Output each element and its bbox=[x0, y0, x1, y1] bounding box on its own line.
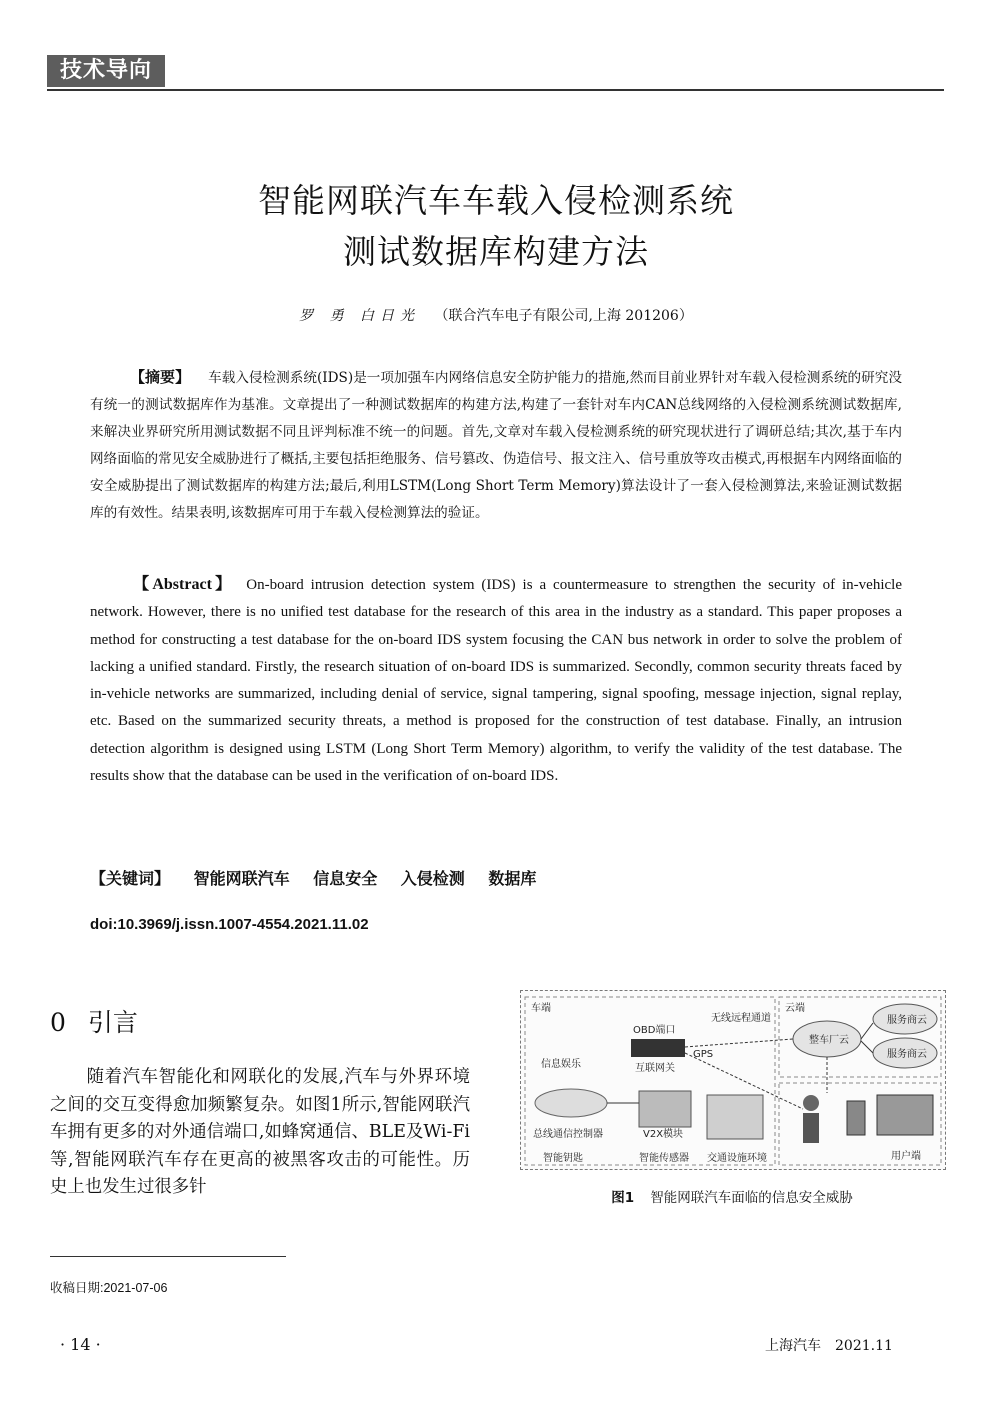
label-sensor: 智能传感器 bbox=[639, 1153, 689, 1164]
keyword-item: 数据库 bbox=[488, 869, 537, 888]
vehicle-icon bbox=[535, 1089, 607, 1117]
label-oem-cloud: 整车厂云 bbox=[809, 1035, 849, 1046]
abstract-english bbox=[90, 571, 902, 790]
traffic-icon bbox=[707, 1095, 763, 1139]
author-names: 罗 勇 白日光 bbox=[299, 308, 421, 324]
journal-info bbox=[765, 1335, 893, 1355]
keywords-label: 【关键词】 bbox=[90, 869, 171, 888]
abstract-en-label: 【Abstract】 bbox=[130, 576, 235, 593]
title-line-1: 智能网联汽车车载入侵检测系统 bbox=[258, 181, 734, 220]
affiliation: （联合汽车电子有限公司,上海 201206） bbox=[434, 308, 693, 324]
laptop-icon bbox=[877, 1095, 933, 1135]
label-v2x: V2X模块 bbox=[643, 1129, 684, 1140]
abstract-cn-text: 车载入侵检测系统(IDS)是一项加强车内网络信息安全防护能力的措施,然而目前业界针对车载入侵检测系统的研究没有统一的测试数据库作为基准。文章提出了一种测试数据库的构建方法,构建了一套针对车内CAN总线网络的入侵检测系统测试数据库,来解决业界研究所用测试数据不同且评判标准不统一的问题。首先,文章对车载入侵检测系统的研究现状进行了调研总结;其次,基于车内网络面临的常见安全威胁进行了概括,主要包括拒绝服务、信号篡改、伪造信号、报文注入、信号重放等攻击模式,再根据车内网络面临的安全威胁提出了测试数据库的构建方法;最后,利用LSTM(Long Short Term Memory)算法设计了一套入侵检测算法,来验证测试数据库的有效性。结果表明,该数据库可用于车载入侵检测算法的验证。 bbox=[90, 370, 902, 521]
label-obd: OBD端口 bbox=[633, 1025, 676, 1036]
page-number: · 14 · bbox=[60, 1335, 101, 1354]
label-gps: GPS bbox=[693, 1049, 714, 1060]
keywords bbox=[90, 866, 536, 889]
footnote-rule bbox=[50, 1256, 286, 1257]
title-line-2: 测试数据库构建方法 bbox=[343, 232, 649, 271]
figure-1-diagram bbox=[521, 991, 945, 1169]
abstract-en-text: On-board intrusion detection system (IDS) is a countermeasure to strengthen the security of in-vehicle network. However, there is no unified test database for the research of this area in the industry as a standard. This paper proposes a method for constructing a test database for the on-board IDS system focusing the CAN bus network in order to solve the problem of lacking a unified standard. Firstly, the research situation of on-board IDS is summarized. Secondly, common security threats faced by in-vehicle networks are summarized, including denial of service, signal tampering, signal spoofing, message injection, signal replay, etc. Based on the summarized security threats, a method is proposed for the construction of test database. Finally, an intrusion detection algorithm is designed using LSTM (Long Short Term Memory) algorithm, to verify the validity of the test database. The results show that the database can be used in the verification of on-board IDS. bbox=[90, 577, 902, 785]
section-number: 0 bbox=[50, 1008, 66, 1037]
keyword-item: 入侵检测 bbox=[400, 869, 465, 888]
section-title: 引言 bbox=[87, 1008, 138, 1037]
section-heading bbox=[50, 1003, 138, 1039]
label-service-cloud-1: 服务商云 bbox=[887, 1015, 927, 1026]
label-gateway: 互联网关 bbox=[635, 1063, 675, 1074]
header-rule bbox=[47, 89, 944, 91]
label-traffic: 交通设施环境 bbox=[707, 1153, 767, 1164]
phone-icon bbox=[847, 1101, 865, 1135]
label-infotainment: 信息娱乐 bbox=[541, 1059, 581, 1070]
footnote-received-date: 收稿日期:2021-07-06 bbox=[50, 1281, 168, 1295]
authors bbox=[0, 305, 992, 325]
body-paragraph bbox=[50, 1064, 470, 1202]
journal-name: 上海汽车 bbox=[765, 1338, 821, 1354]
figure-caption bbox=[520, 1186, 944, 1206]
keyword-item: 信息安全 bbox=[313, 869, 378, 888]
section-tag: 技术导向 bbox=[47, 55, 165, 87]
label-bus-ecu: 总线通信控制器 bbox=[533, 1129, 603, 1140]
body-paragraph-text: 随着汽车智能化和网联化的发展,汽车与外界环境之间的交互变得愈加频繁复杂。如图1所示,智能网联汽车拥有更多的对外通信端口,如蜂窝通信、BLE及Wi-Fi等,智能网联汽车存在更高的被黑客攻击的可能性。历史上也发生过很多针 bbox=[50, 1067, 470, 1197]
user-body-icon bbox=[803, 1113, 819, 1143]
label-vehicle: 车端 bbox=[531, 1003, 551, 1014]
figure-caption-text: 智能网联汽车面临的信息安全威胁 bbox=[650, 1190, 853, 1206]
abstract-chinese bbox=[90, 364, 902, 527]
figure-number: 图1 bbox=[611, 1190, 635, 1206]
gateway-icon bbox=[631, 1039, 685, 1057]
v2x-icon bbox=[639, 1091, 691, 1127]
figure-1 bbox=[520, 990, 946, 1170]
abstract-cn-label: 【摘要】 bbox=[130, 368, 191, 386]
label-smart-key: 智能钥匙 bbox=[543, 1153, 583, 1164]
user-icon bbox=[803, 1095, 819, 1111]
label-service-cloud-2: 服务商云 bbox=[887, 1049, 927, 1060]
label-cloud: 云端 bbox=[785, 1003, 805, 1014]
keyword-item: 智能网联汽车 bbox=[193, 869, 290, 888]
doi: doi:10.3969/j.issn.1007-4554.2021.11.02 bbox=[90, 916, 369, 933]
label-user: 用户端 bbox=[891, 1151, 921, 1162]
journal-issue: 2021.11 bbox=[835, 1338, 893, 1354]
label-remote-link: 无线远程通道 bbox=[711, 1013, 771, 1024]
